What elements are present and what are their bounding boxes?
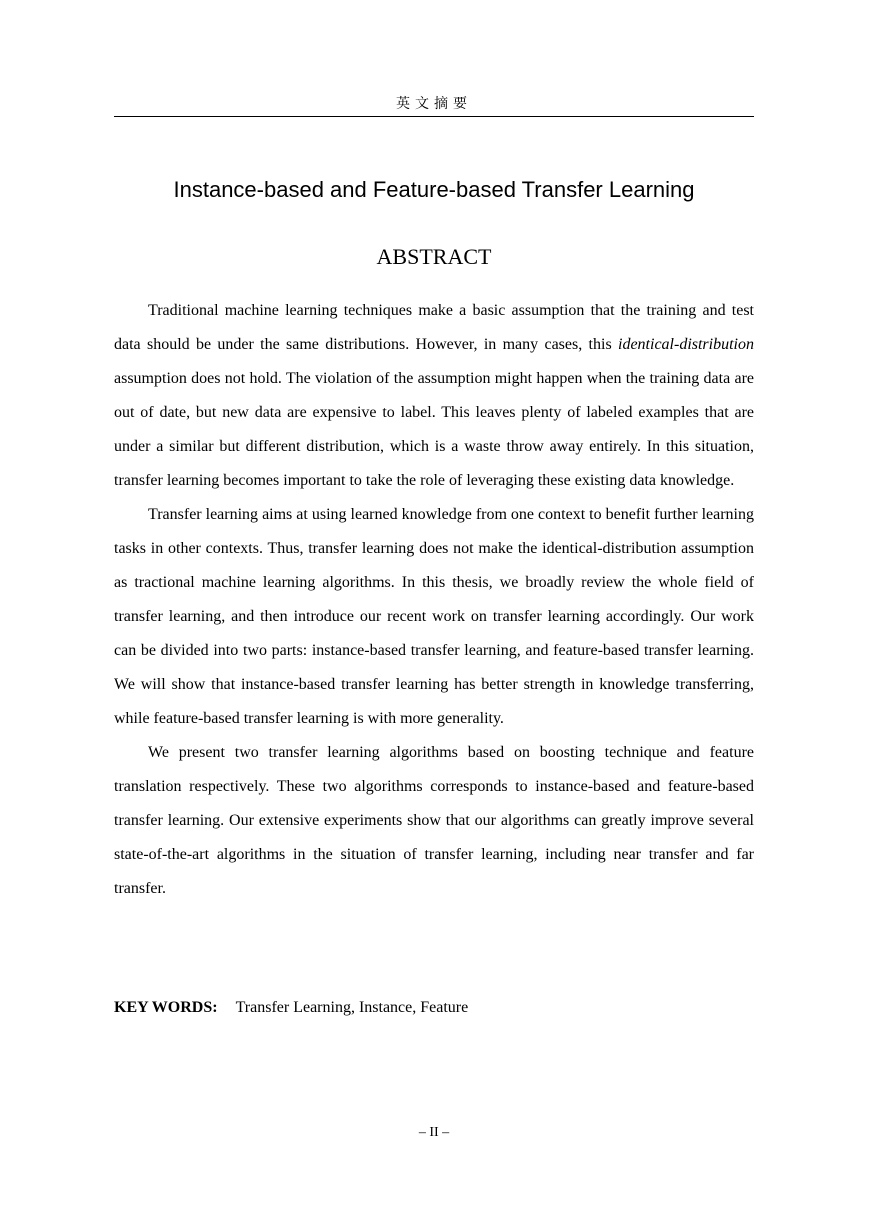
keywords-line (114, 994, 754, 1022)
thesis-title: Instance-based and Feature-based Transfer Learning (173, 177, 695, 202)
abstract-heading: ABSTRACT (376, 244, 492, 269)
abstract-paragraph-3: We present two transfer learning algorithms based on boosting technique and feature translation respectively. These two algorithms corresponds to instance-based and feature-based transfer learning. Our extensive experiments show that our algorithms can greatly improve several state-of-the-art algorithms in the situation of transfer learning, including near transfer and far transfer. (114, 744, 754, 897)
paragraph-1-text-start: Traditional machine learning techniques make a basic assumption that the training and test data should be under the same distributions. However, in many cases, this (114, 302, 754, 353)
keywords-value: Transfer Learning, Instance, Feature (235, 999, 469, 1016)
running-header: 英文摘要 (396, 97, 472, 112)
paragraph-1-italic-term: identical-distribution (618, 336, 754, 353)
header-rule (114, 116, 754, 117)
abstract-paragraph-1 (114, 294, 754, 498)
page-number: – II – (418, 1125, 450, 1140)
keywords-label: KEY WORDS: (114, 999, 218, 1016)
paragraph-1-text-end: assumption does not hold. The violation of the assumption might happen when the training data are out of date, but new data are expensive to label. This leaves plenty of labeled examples that are under a similar but different distribution, which is a waste throw away entirely. In this situation, transfer learning becomes important to take the role of leveraging these existing data knowledge. (114, 370, 754, 489)
abstract-paragraph-2: Transfer learning aims at using learned knowledge from one context to benefit further learning tasks in other contexts. Thus, transfer learning does not make the identical-distribution assumption as tractional machine learning algorithms. In this thesis, we broadly review the whole field of transfer learning, and then introduce our recent work on transfer learning accordingly. Our work can be divided into two parts: instance-based transfer learning, and feature-based transfer learning. We will show that instance-based transfer learning has better strength in knowledge transferring, while feature-based transfer learning is with more generality. (114, 506, 754, 727)
abstract-body (114, 294, 754, 906)
